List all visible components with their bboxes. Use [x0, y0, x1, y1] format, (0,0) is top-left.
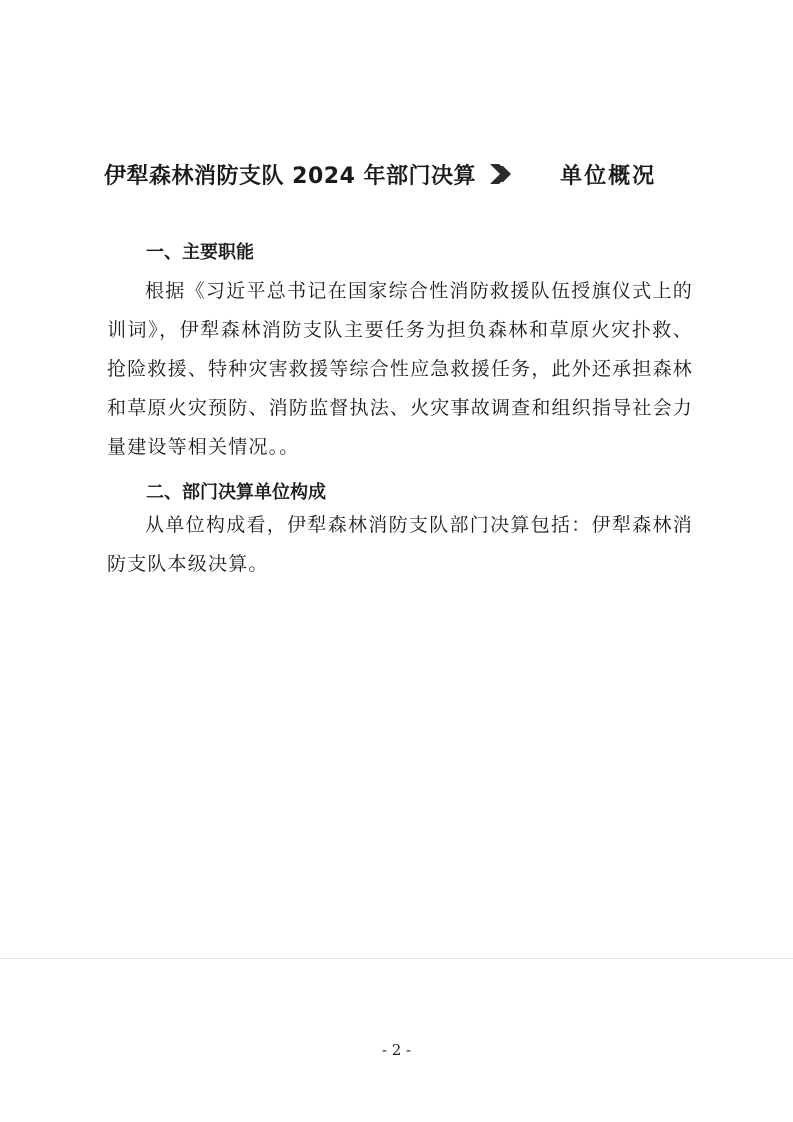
section-heading-main-functions: 一、主要职能	[146, 242, 254, 263]
footer-divider	[0, 958, 793, 959]
title-sub: 单位概况	[560, 163, 657, 189]
double-chevron-right-icon	[488, 162, 516, 186]
title-main: 伊犁森林消防支队 2024 年部门决算	[104, 163, 477, 189]
page-title	[104, 154, 704, 194]
section-paragraph-main-functions: 根据《习近平总书记在国家综合性消防救援队伍授旗仪式上的训词》，伊犁森林消防支队主要任务为担负森林和草原火灾扑救、抢险救援、特种灾害救援等综合性应急救援任务，此外还承担森林和草原火灾预防、消防监督执法、火灾事故调查和组织指导社会力量建设等相关情况。。	[107, 280, 693, 458]
section-paragraph-unit-composition: 从单位构成看，伊犁森林消防支队部门决算包括：伊犁森林消防支队本级决算。	[107, 514, 693, 575]
page-number: - 2 -	[381, 1041, 412, 1059]
section-heading-unit-composition: 二、部门决算单位构成	[146, 482, 326, 503]
